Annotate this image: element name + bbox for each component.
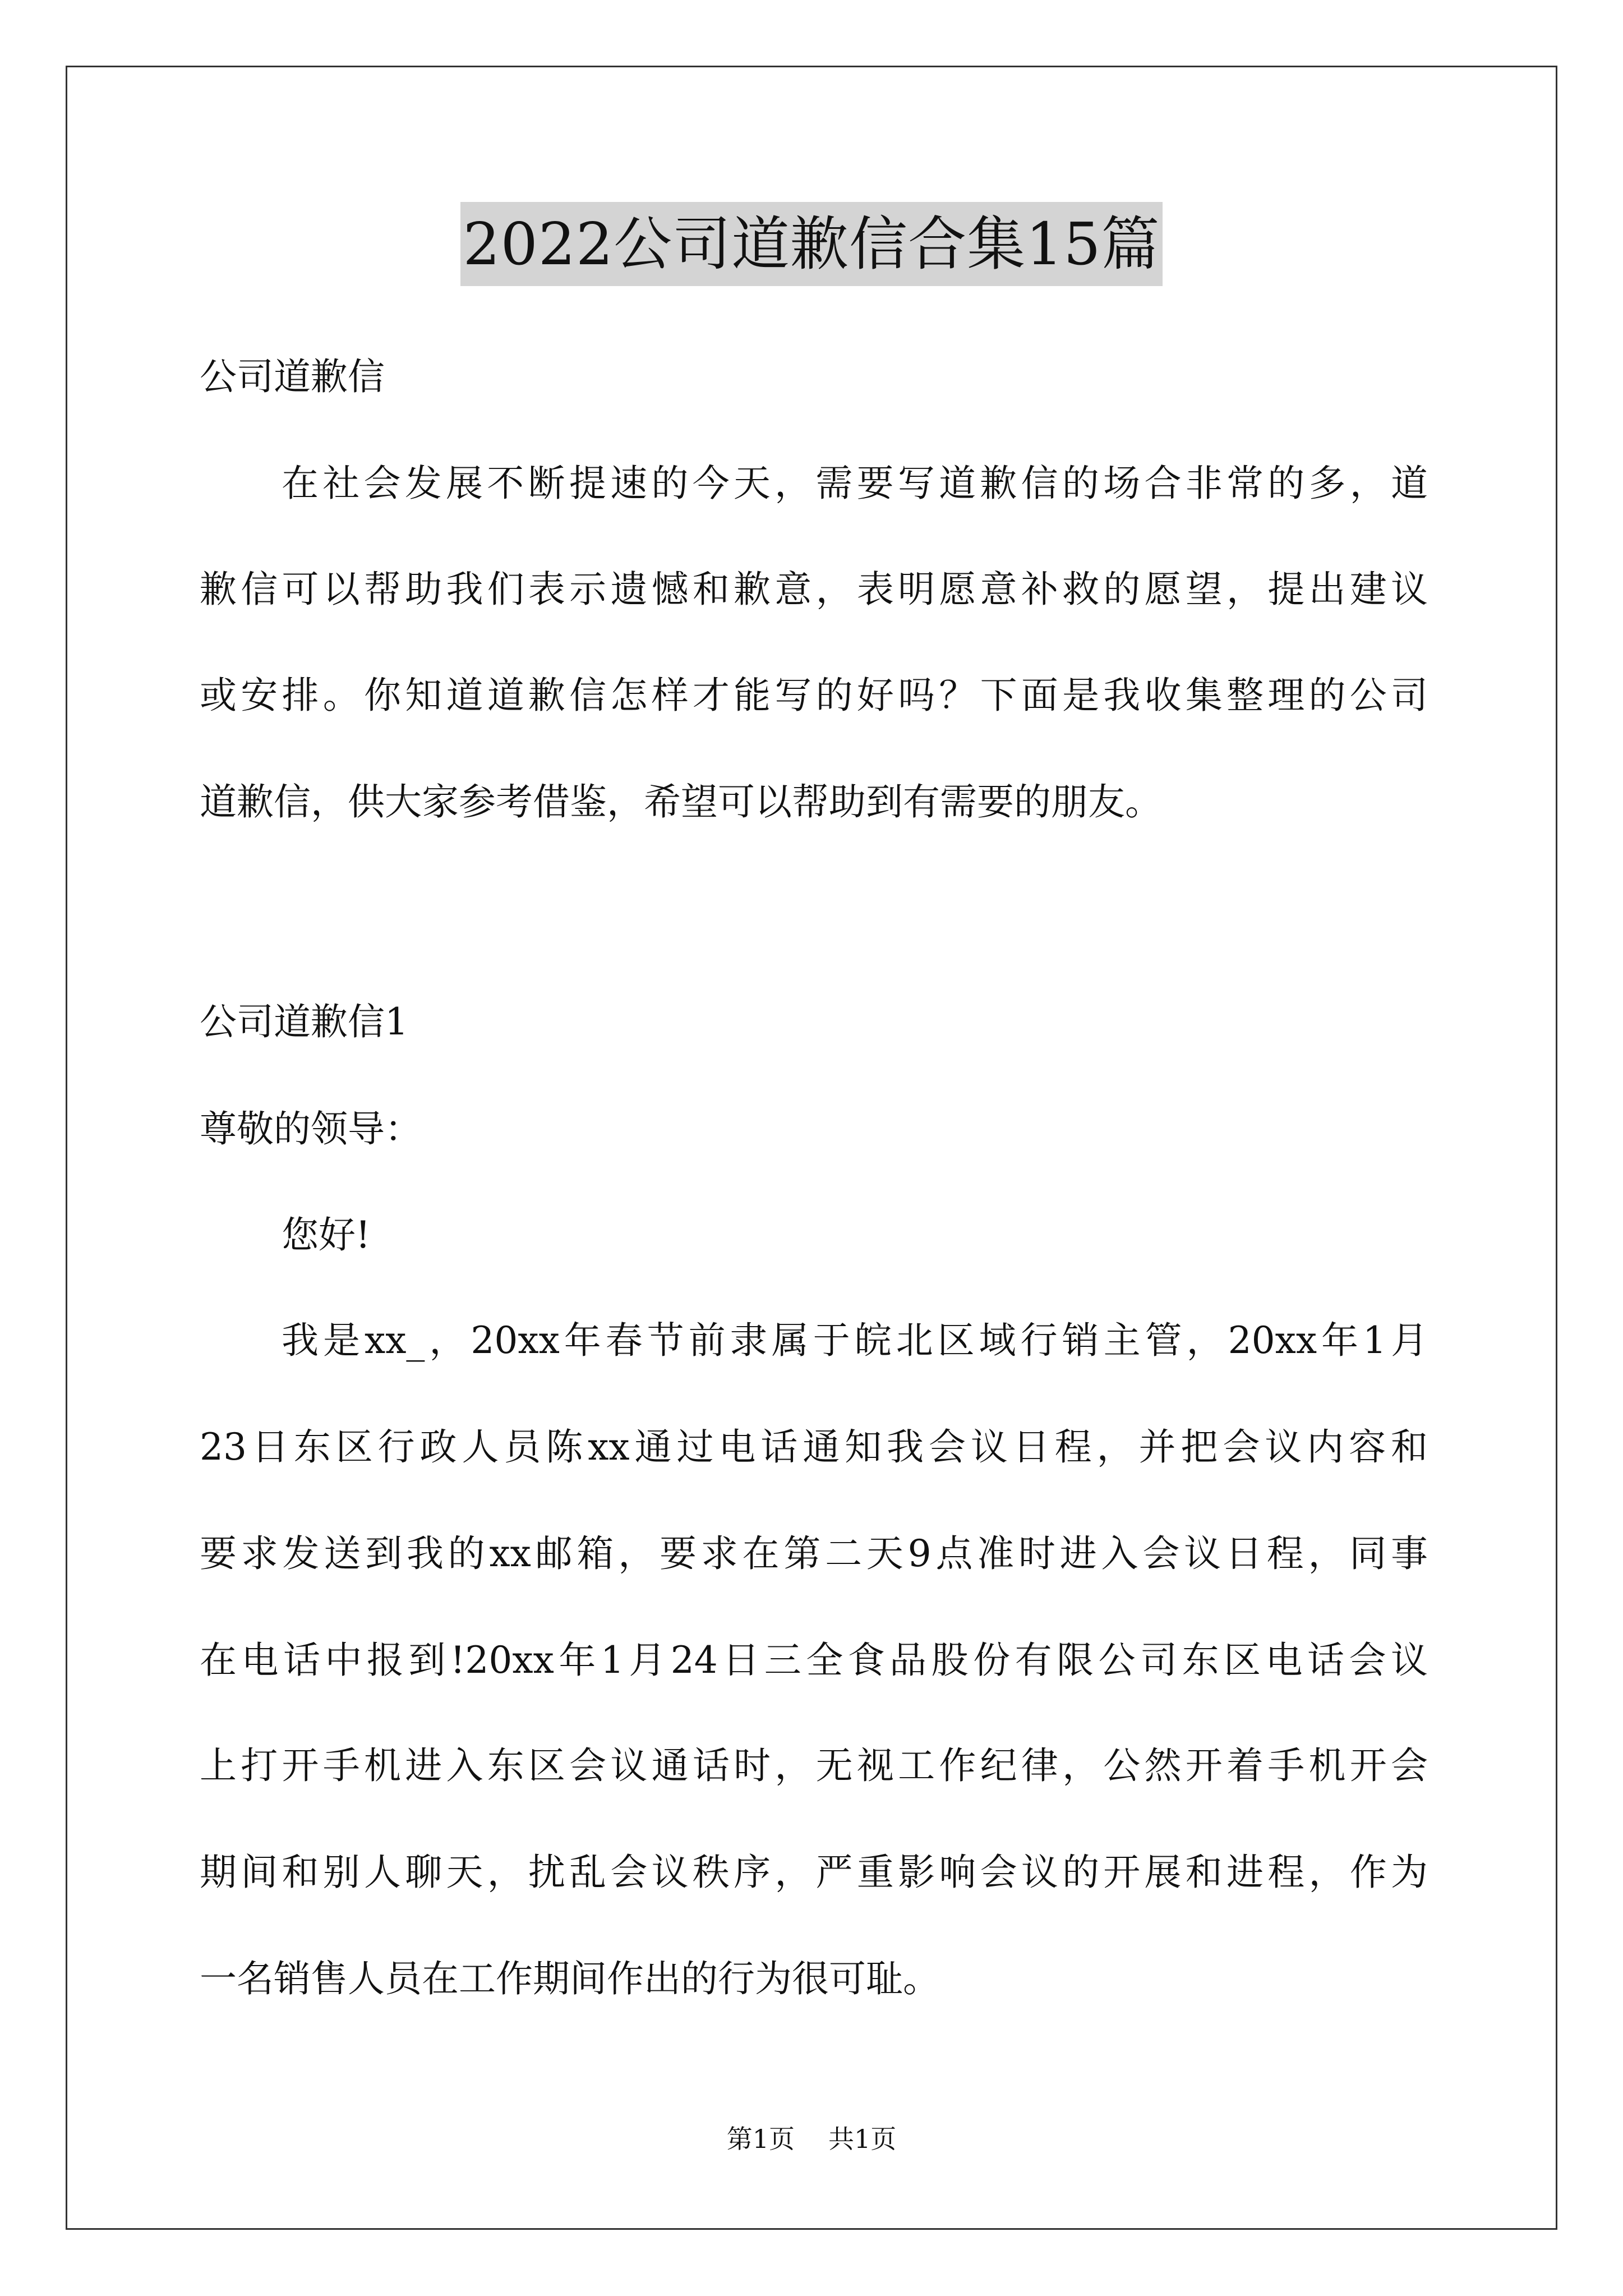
page-footer xyxy=(0,2122,1623,2156)
intro-line: 或安排。你知道道歉信怎样才能写的好吗？下面是我收集整理的公司 xyxy=(200,674,1428,717)
body-line: 我是xx_，20xx年春节前隶属于皖北区域行销主管，20xx年1月 xyxy=(282,1319,1428,1362)
body-line: 一名销售人员在工作期间作出的行为很可耻。 xyxy=(200,1957,940,2000)
intro-line: 道歉信，供大家参考借鉴，希望可以帮助到有需要的朋友。 xyxy=(200,780,1162,823)
body-line: 期间和别人聊天，扰乱会议秩序，严重影响会议的开展和进程，作为 xyxy=(200,1851,1428,1894)
title-container xyxy=(0,202,1623,286)
page-number-current: 第1页 xyxy=(726,2124,795,2154)
greeting: 您好! xyxy=(282,1213,371,1257)
document-title: 2022公司道歉信合集15篇 xyxy=(460,202,1162,286)
salutation: 尊敬的领导： xyxy=(200,1107,422,1151)
intro-line: 在社会发展不断提速的今天，需要写道歉信的场合非常的多，道 xyxy=(282,462,1428,505)
body-line: 要求发送到我的xx邮箱，要求在第二天9点准时进入会议日程，同事 xyxy=(200,1532,1428,1575)
page-number-total: 共1页 xyxy=(828,2124,897,2154)
section-heading: 公司道歉信 xyxy=(200,355,385,398)
body-line: 上打开手机进入东区会议通话时，无视工作纪律，公然开着手机开会 xyxy=(200,1744,1428,1787)
letter-heading: 公司道歉信1 xyxy=(200,1000,408,1043)
body-line: 23日东区行政人员陈xx通过电话通知我会议日程，并把会议内容和 xyxy=(200,1425,1428,1469)
intro-line: 歉信可以帮助我们表示遗憾和歉意，表明愿意补救的愿望，提出建议 xyxy=(200,568,1428,611)
body-line: 在电话中报到!20xx年1月24日三全食品股份有限公司东区电话会议 xyxy=(200,1639,1428,1682)
